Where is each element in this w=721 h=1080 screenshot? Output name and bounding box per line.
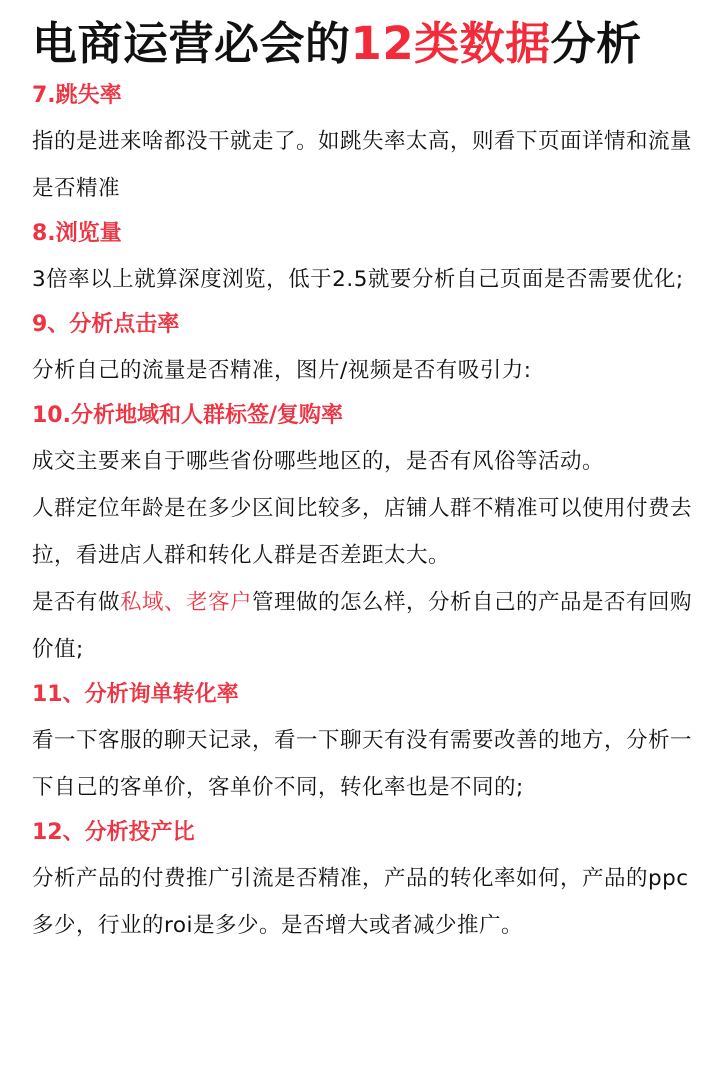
section-paragraph: 人群定位年龄是在多少区间比较多，店铺人群不精准可以使用付费去拉，看进店人群和转化人群是否差距太大。 bbox=[32, 496, 693, 568]
paragraph-text-after: 管理做的怎么样，分析自己的产品是否有回购价值; bbox=[32, 590, 693, 662]
section-heading: 7.跳失率 bbox=[32, 83, 122, 108]
section-page-views bbox=[32, 212, 701, 303]
section-paragraph: 分析自己的流量是否精准，图片/视频是否有吸引力: bbox=[32, 358, 532, 383]
section-paragraph: 分析产品的付费推广引流是否精准，产品的转化率如何，产品的ppc多少，行业的roi是多少。是否增大或者减少推广。 bbox=[32, 866, 689, 938]
section-heading: 9、分析点击率 bbox=[32, 312, 180, 337]
section-paragraph: 看一下客服的聊天记录，看一下聊天有没有需要改善的地方，分析一下自己的客单价，客单价不同，转化率也是不同的; bbox=[32, 728, 693, 800]
section-roi bbox=[32, 811, 701, 949]
section-heading: 12、分析投产比 bbox=[32, 820, 195, 845]
section-bounce-rate bbox=[32, 74, 701, 212]
highlighted-phrase: 私域、老客户 bbox=[120, 590, 253, 615]
section-heading: 8.浏览量 bbox=[32, 221, 122, 246]
section-click-rate bbox=[32, 303, 701, 394]
section-heading: 10.分析地域和人群标签/复购率 bbox=[32, 403, 344, 428]
section-inquiry-conversion bbox=[32, 673, 701, 811]
section-paragraph: 指的是进来啥都没干就走了。如跳失率太高，则看下页面详情和流量是否精准 bbox=[32, 129, 693, 201]
section-paragraph: 成交主要来自于哪些省份哪些地区的，是否有风俗等活动。 bbox=[32, 449, 605, 474]
title-prefix: 电商运营必会的 bbox=[32, 17, 351, 70]
title-highlight: 12类数据 bbox=[350, 17, 551, 70]
title-suffix: 分析 bbox=[550, 17, 642, 70]
section-region-audience bbox=[32, 394, 701, 673]
page-title bbox=[32, 0, 701, 74]
paragraph-text-before: 是否有做 bbox=[32, 590, 121, 615]
section-paragraph: 3倍率以上就算深度浏览，低于2.5就要分析自己页面是否需要优化; bbox=[32, 267, 684, 292]
section-paragraph-highlighted bbox=[32, 579, 701, 673]
section-heading: 11、分析询单转化率 bbox=[32, 682, 239, 707]
